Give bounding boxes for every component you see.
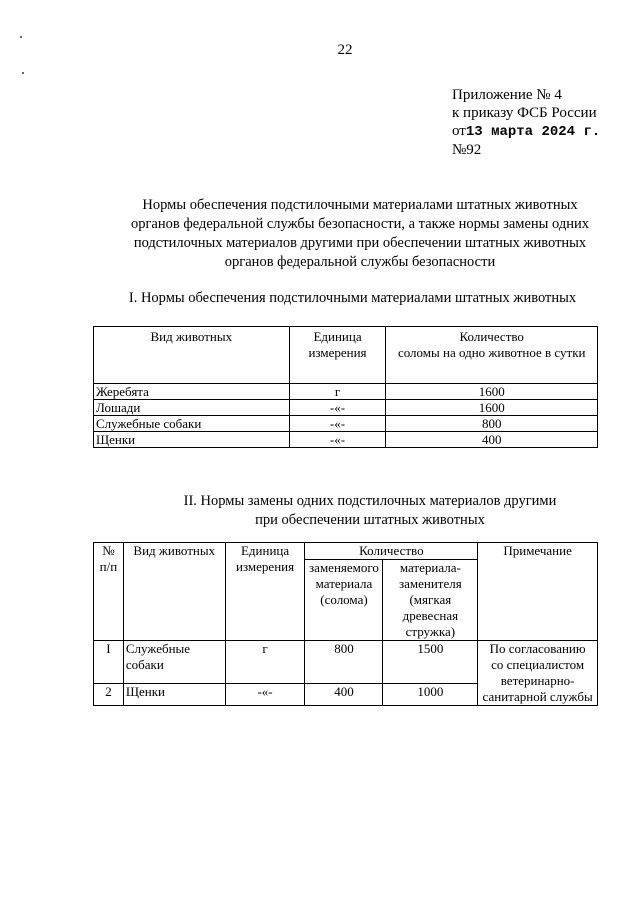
cell-quantity: 400 xyxy=(386,432,598,448)
document-title xyxy=(80,196,640,272)
cell-animal: Щенки xyxy=(94,432,290,448)
appendix-block xyxy=(452,86,600,159)
cell-unit: -«- xyxy=(289,400,386,416)
cell-replaced: 400 xyxy=(305,683,383,705)
cell-unit: -«- xyxy=(289,416,386,432)
header-note: Примечание xyxy=(478,543,598,641)
cell-note: По согласованию со специалистом ветеринарно- санитарной службы xyxy=(478,641,598,706)
cell-animal: Служебные собаки xyxy=(94,416,290,432)
table-row xyxy=(94,432,598,448)
straw-norms-table xyxy=(93,326,598,448)
header-unit: Единица измерения xyxy=(289,327,386,384)
cell-unit: г xyxy=(225,641,305,684)
section2-heading xyxy=(150,492,590,530)
cell-animal: Служебные собаки xyxy=(123,641,225,684)
section1-heading: I. Нормы обеспечения подстилочными материалами штатных животных xyxy=(128,290,577,306)
cell-number: 2 xyxy=(94,683,124,705)
header-quantity: Количество xyxy=(305,543,478,560)
cell-unit: г xyxy=(289,384,386,400)
header-number: № п/п xyxy=(94,543,124,641)
title-line: подстилочных материалов другими при обеспечении штатных животных xyxy=(133,235,587,251)
cell-replacing: 1000 xyxy=(383,683,478,705)
cell-animal: Щенки xyxy=(123,683,225,705)
header-unit: Единица измерения xyxy=(225,543,305,641)
appendix-date-line xyxy=(452,122,600,141)
table-row xyxy=(94,400,598,416)
cell-unit: -«- xyxy=(225,683,305,705)
cell-quantity: 1600 xyxy=(386,384,598,400)
page-number: 22 xyxy=(337,42,353,58)
table-header-row xyxy=(94,543,598,560)
date-prefix: от xyxy=(452,123,466,139)
header-replaced-material: заменяемого материала (солома) xyxy=(305,560,383,641)
section2-heading-line: II. Нормы замены одних подстилочных материалов другими xyxy=(183,493,557,509)
scan-speck xyxy=(22,72,24,74)
table-row xyxy=(94,416,598,432)
header-animal: Вид животных xyxy=(123,543,225,641)
table-row xyxy=(94,641,598,684)
title-line: органов федеральной службы безопасности, а также нормы замены одних xyxy=(130,216,590,232)
order-number: №92 xyxy=(452,142,482,158)
table-row xyxy=(94,384,598,400)
header-quantity: Количество соломы на одно животное в сутки xyxy=(386,327,598,384)
appendix-line: к приказу ФСБ России xyxy=(452,105,597,121)
cell-animal: Лошади xyxy=(94,400,290,416)
order-date: 13 марта 2024 г. xyxy=(465,124,601,140)
table-header-row xyxy=(94,327,598,384)
cell-quantity: 800 xyxy=(386,416,598,432)
cell-replaced: 800 xyxy=(305,641,383,684)
replacement-norms-table xyxy=(93,542,598,706)
cell-number: I xyxy=(94,641,124,684)
title-line: органов федеральной службы безопасности xyxy=(224,254,496,270)
scan-speck xyxy=(20,36,22,38)
section2-heading-line: при обеспечении штатных животных xyxy=(255,512,485,528)
title-line: Нормы обеспечения подстилочными материалами штатных животных xyxy=(142,197,578,213)
cell-unit: -«- xyxy=(289,432,386,448)
header-replacing-material: материала- заменителя (мягкая древесная стружка) xyxy=(383,560,478,641)
cell-replacing: 1500 xyxy=(383,641,478,684)
cell-animal: Жеребята xyxy=(94,384,290,400)
header-animal: Вид животных xyxy=(94,327,290,384)
appendix-line: Приложение № 4 xyxy=(452,87,562,103)
cell-quantity: 1600 xyxy=(386,400,598,416)
